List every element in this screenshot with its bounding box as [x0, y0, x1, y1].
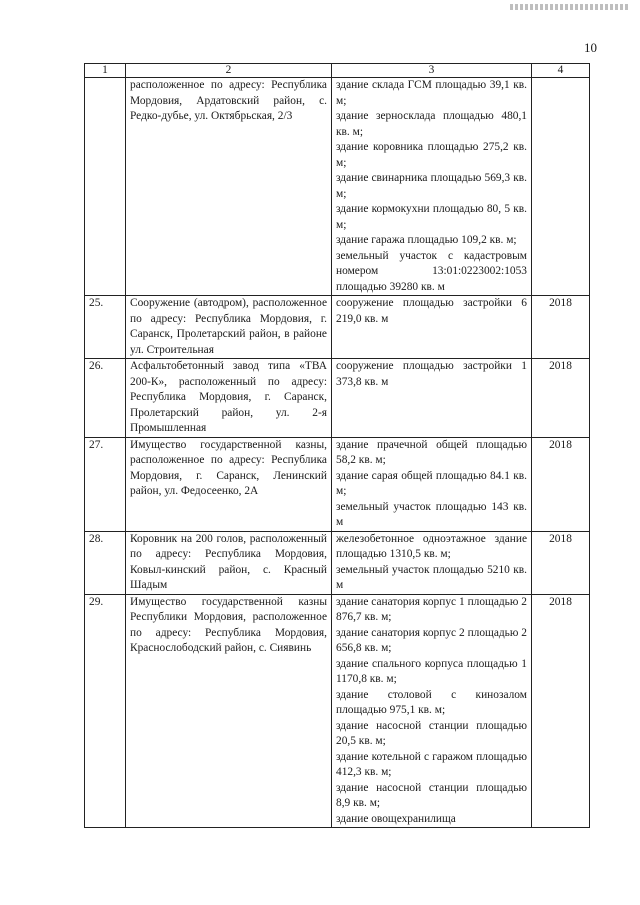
description-line: здание сарая общей площадью 84.1 кв. м;: [336, 469, 527, 497]
year: [532, 78, 590, 296]
description-line: здание спального корпуса площадью 1 1170,8 кв. м;: [336, 657, 527, 685]
description-line: здание гаража площадью 109,2 кв. м;: [336, 234, 517, 246]
property-name: Сооружение (автодром), расположенное по адресу: Республика Мордовия, г. Саранск, Пролетарский район, в районе ул. Строительная: [126, 296, 332, 359]
description-line: здание кормокухни площадью 80, 5 кв. м;: [336, 203, 527, 231]
row-number: 27.: [85, 437, 126, 531]
description-line: здание столовой с кинозалом площадью 975,1 кв. м;: [336, 688, 527, 716]
property-description: [332, 296, 532, 359]
property-name: расположенное по адресу: Республика Мордовия, Ардатовский район, с. Редко-дубье, ул. Октябрьская, 2/3: [126, 78, 332, 296]
row-number: [85, 78, 126, 296]
description-line: здание насосной станции площадью 20,5 кв. м;: [336, 719, 527, 747]
property-name: Коровник на 200 голов, расположенный по адресу: Республика Мордовия, Ковыл-кинский район, с. Красный Шадым: [126, 531, 332, 594]
column-header: 1: [85, 64, 126, 78]
table-row: [85, 359, 590, 438]
description-line: здание насосной станции площадью 8,9 кв. м;: [336, 781, 527, 809]
description-line: здание прачечной общей площадью 58,2 кв. м;: [336, 438, 527, 466]
description-line: здание санатория корпус 2 площадью 2 656,8 кв. м;: [336, 626, 527, 654]
row-number: 28.: [85, 531, 126, 594]
description-line: здание санатория корпус 1 площадью 2 876,7 кв. м;: [336, 595, 527, 623]
table-row: [85, 594, 590, 828]
year: 2018: [532, 594, 590, 828]
description-line: здание свинарника площадью 569,3 кв. м;: [336, 172, 527, 200]
table-row: [85, 437, 590, 531]
column-header: 4: [532, 64, 590, 78]
column-header: 3: [332, 64, 532, 78]
year: 2018: [532, 437, 590, 531]
description-line: земельный участок площадью 5210 кв. м: [336, 563, 527, 591]
page-number: 10: [584, 40, 597, 55]
property-name: Имущество государственной казны, расположенное по адресу: Республика Мордовия, г. Саранск, Ленинский район, ул. Федосеенко, 2А: [126, 437, 332, 531]
year: 2018: [532, 296, 590, 359]
description-line: здание коровника площадью 275,2 кв. м;: [336, 141, 527, 169]
property-name: Имущество государственной казны Республики Мордовия, расположенное по адресу: Республика Мордовия, Краснослободский район, с. Сиявинь: [126, 594, 332, 828]
description-line: сооружение площадью застройки 1 373,8 кв. м: [336, 360, 527, 388]
table-row: [85, 78, 590, 296]
property-description: [332, 531, 532, 594]
description-line: здание зерносклада площадью 480,1 кв. м;: [336, 110, 527, 138]
year: 2018: [532, 359, 590, 438]
property-description: [332, 359, 532, 438]
property-description: [332, 594, 532, 828]
property-description: [332, 437, 532, 531]
description-line: земельный участок площадью 143 кв. м: [336, 500, 527, 528]
column-header: 2: [126, 64, 332, 78]
table-row: [85, 531, 590, 594]
description-line: здание овощехранилища: [336, 812, 456, 825]
scan-artifact: [510, 4, 630, 10]
table-header-row: [85, 64, 590, 78]
description-line: земельный участок с кадастровым номером 13:01:0223002:1053 площадью 39280 кв. м: [336, 249, 527, 293]
description-line: здание котельной с гаражом площадью 412,3 кв. м;: [336, 750, 527, 778]
property-table: [84, 63, 590, 828]
description-line: сооружение площадью застройки 6 219,0 кв. м: [336, 297, 527, 325]
property-name: Асфальтобетонный завод типа «ТВА 200-К», расположенный по адресу: Республика Мордовия, г. Саранск, Пролетарский район, ул. 2-я Промышленная: [126, 359, 332, 438]
row-number: 25.: [85, 296, 126, 359]
row-number: 29.: [85, 594, 126, 828]
property-description: [332, 78, 532, 296]
description-line: железобетонное одноэтажное здание площадью 1310,5 кв. м;: [336, 532, 527, 560]
row-number: 26.: [85, 359, 126, 438]
year: 2018: [532, 531, 590, 594]
description-line: здание склада ГСМ площадью 39,1 кв. м;: [336, 79, 527, 107]
table-row: [85, 296, 590, 359]
